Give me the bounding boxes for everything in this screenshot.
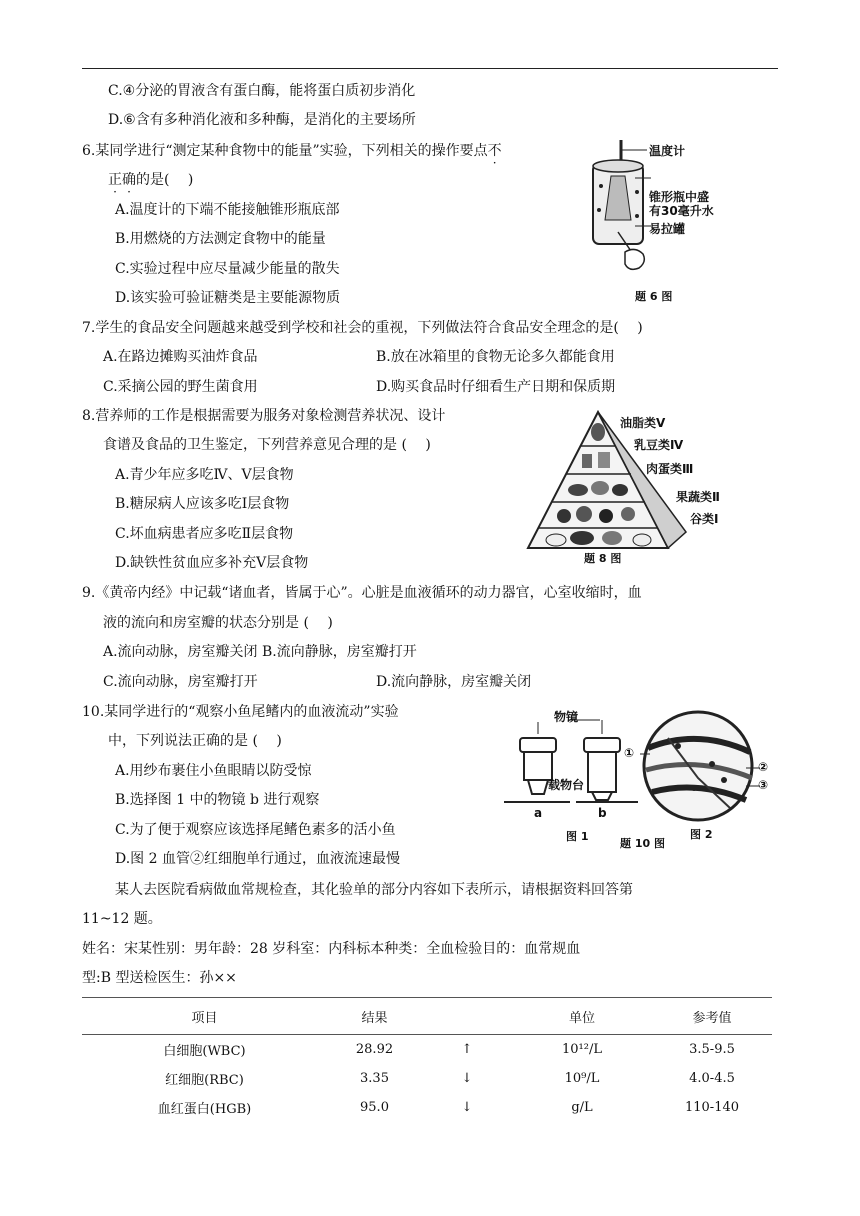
q6-option-a: A.温度计的下端不能接触锥形瓶底部 bbox=[115, 202, 340, 218]
q10-stem-line1: 10.某同学进行的“观察小鱼尾鳍内的血液流动”实验 bbox=[82, 704, 399, 720]
pyramid-label-layer5: 油脂类Ⅴ bbox=[620, 416, 666, 430]
header-flag bbox=[422, 998, 512, 1035]
q6-stem-line2 bbox=[108, 170, 193, 190]
q10-label-b: b bbox=[598, 806, 607, 820]
cell-item: 红细胞(RBC) bbox=[165, 1073, 244, 1088]
q10-label-fig1: 图 1 bbox=[566, 830, 589, 843]
q8-option-d: D.缺铁性贫血应多补充Ⅴ层食物 bbox=[115, 555, 309, 571]
arrow-down-icon: ↓ bbox=[461, 1071, 473, 1086]
q10-label-fig2: 图 2 bbox=[690, 828, 713, 841]
q10-option-b: B.选择图 1 中的物镜 b 进行观察 bbox=[115, 792, 320, 808]
intro-line1: 某人去医院看病做血常规检查，其化验单的部分内容如下表所示，请根据资料回答第 bbox=[115, 882, 633, 898]
microscope-and-tailfin-illustration bbox=[498, 708, 770, 853]
q6-stem-rest: 的是( ) bbox=[136, 172, 194, 188]
pyramid-label-layer2: 果蔬类Ⅱ bbox=[676, 490, 720, 504]
table-header-row bbox=[82, 998, 772, 1035]
cell-reference: 110-140 bbox=[684, 1100, 740, 1115]
arrow-down-icon: ↓ bbox=[461, 1100, 473, 1115]
q6-stem-emphasis-que: 确 bbox=[122, 172, 136, 188]
cell-result: 3.35 bbox=[360, 1071, 389, 1086]
patient-info-line1: 姓名：宋某性别：男年龄：28 岁科室：内科标本种类：全血检验目的：血常规血 bbox=[82, 941, 581, 957]
q6-stem-text: 6.某同学进行“测定某种食物中的能量”实验，下列相关的操作要点 bbox=[82, 143, 488, 159]
patient-info-line2: 型:B 型送检医生：孙×× bbox=[82, 970, 237, 986]
header-rule bbox=[82, 68, 778, 69]
cell-item: 血红蛋白(HGB) bbox=[157, 1102, 252, 1117]
q6-option-d: D.该实验可验证糖类是主要能源物质 bbox=[115, 290, 341, 306]
q6-figure-caption: 题 6 图 bbox=[635, 290, 673, 303]
blood-test-table bbox=[82, 997, 772, 1122]
q10-figure-caption: 题 10 图 bbox=[620, 837, 665, 850]
cell-unit: g/L bbox=[571, 1100, 593, 1115]
q10-mark-1: ① bbox=[624, 746, 635, 760]
q8-option-a: A.青少年应多吃Ⅳ、Ⅴ层食物 bbox=[115, 467, 294, 483]
cell-item: 白细胞(WBC) bbox=[163, 1044, 246, 1059]
pyramid-label-layer3: 肉蛋类Ⅲ bbox=[646, 462, 694, 476]
cell-result: 95.0 bbox=[360, 1100, 389, 1115]
q10-mark-2: ② bbox=[758, 760, 769, 774]
q8-figure-caption: 题 8 图 bbox=[584, 552, 622, 565]
q8-figure bbox=[520, 410, 735, 568]
q8-stem-line1: 8.营养师的工作是根据需要为服务对象检测营养状况、设计 bbox=[82, 408, 446, 424]
q6-label-thermometer: 温度计 bbox=[649, 144, 686, 158]
cell-reference: 4.0-4.5 bbox=[689, 1071, 735, 1086]
q7-option-a: A.在路边摊购买油炸食品 bbox=[103, 349, 258, 365]
q10-option-d: D.图 2 血管②红细胞单行通过，血液流速最慢 bbox=[115, 851, 400, 867]
header-unit: 单位 bbox=[568, 1010, 595, 1026]
q10-label-stage: 载物台 bbox=[548, 778, 585, 792]
cell-reference: 3.5-9.5 bbox=[689, 1042, 735, 1057]
q9-option-ab: A.流向动脉，房室瓣关闭 B.流向静脉，房室瓣打开 bbox=[103, 644, 417, 660]
table-row bbox=[82, 1093, 772, 1122]
table-row bbox=[82, 1035, 772, 1065]
q8-option-b: B.糖尿病人应该多吃Ⅰ层食物 bbox=[115, 496, 290, 512]
q10-stem-line2: 中，下列说法正确的是 ( ) bbox=[108, 733, 282, 749]
q8-option-c: C.坏血病患者应多吃Ⅱ层食物 bbox=[115, 526, 294, 542]
q10-mark-3: ③ bbox=[758, 778, 769, 792]
q9-option-d: D.流向静脉，房室瓣关闭 bbox=[376, 674, 532, 690]
q5-option-c: C.④分泌的胃液含有蛋白酶，能将蛋白质初步消化 bbox=[108, 83, 416, 99]
header-item: 项目 bbox=[191, 1010, 218, 1026]
q10-option-c: C.为了便于观察应该选择尾鳍色素多的活小鱼 bbox=[115, 822, 396, 838]
q6-option-c: C.实验过程中应尽量减少能量的散失 bbox=[115, 261, 340, 277]
q8-stem-line2: 食谱及食品的卫生鉴定，下列营养意见合理的是 ( ) bbox=[103, 437, 431, 453]
q7-option-c: C.采摘公园的野生菌食用 bbox=[103, 379, 258, 395]
q6-label-can: 易拉罐 bbox=[649, 222, 686, 236]
q10-label-a: a bbox=[534, 806, 543, 820]
q7-option-b: B.放在冰箱里的食物无论多久都能食用 bbox=[376, 349, 615, 365]
q6-option-b: B.用燃烧的方法测定食物中的能量 bbox=[115, 231, 326, 247]
table-row bbox=[82, 1064, 772, 1093]
q7-stem: 7.学生的食品安全问题越来越受到学校和社会的重视，下列做法符合食品安全理念的是( ) bbox=[82, 320, 643, 336]
q6-label-flask-1: 锥形瓶中盛 bbox=[649, 190, 710, 204]
intro-line2: 11~12 题。 bbox=[82, 911, 162, 927]
cell-result: 28.92 bbox=[355, 1042, 394, 1057]
q6-stem-line1 bbox=[82, 141, 502, 161]
q7-option-d: D.购买食品时仔细看生产日期和保质期 bbox=[376, 379, 616, 395]
pyramid-label-layer4: 乳豆类Ⅳ bbox=[634, 438, 684, 452]
q9-option-c: C.流向动脉，房室瓣打开 bbox=[103, 674, 258, 690]
arrow-up-icon: ↑ bbox=[461, 1042, 473, 1057]
q9-stem-line1: 9.《黄帝内经》中记载“诸血者，皆属于心”。心脏是血液循环的动力器官，心室收缩时，血 bbox=[82, 585, 642, 601]
header-reference: 参考值 bbox=[692, 1010, 732, 1026]
q6-stem-emphasis-zheng: 正 bbox=[108, 172, 122, 188]
cell-unit: 10⁹/L bbox=[564, 1071, 600, 1086]
cell-unit: 10¹²/L bbox=[562, 1042, 602, 1057]
q6-stem-emphasis-not: 不 bbox=[487, 143, 502, 159]
q5-option-d: D.⑥含有多种消化液和多种酶，是消化的主要场所 bbox=[108, 112, 416, 128]
q9-stem-line2: 液的流向和房室瓣的状态分别是 ( ) bbox=[103, 615, 333, 631]
q6-figure bbox=[585, 136, 735, 306]
q10-option-a: A.用纱布裹住小鱼眼睛以防受惊 bbox=[115, 763, 312, 779]
q6-label-flask-2: 有30毫升水 bbox=[649, 204, 714, 218]
q10-figure bbox=[498, 708, 770, 853]
header-result: 结果 bbox=[361, 1010, 388, 1026]
q10-label-objective: 物镜 bbox=[554, 710, 579, 724]
pyramid-label-layer1: 谷类Ⅰ bbox=[690, 512, 719, 526]
